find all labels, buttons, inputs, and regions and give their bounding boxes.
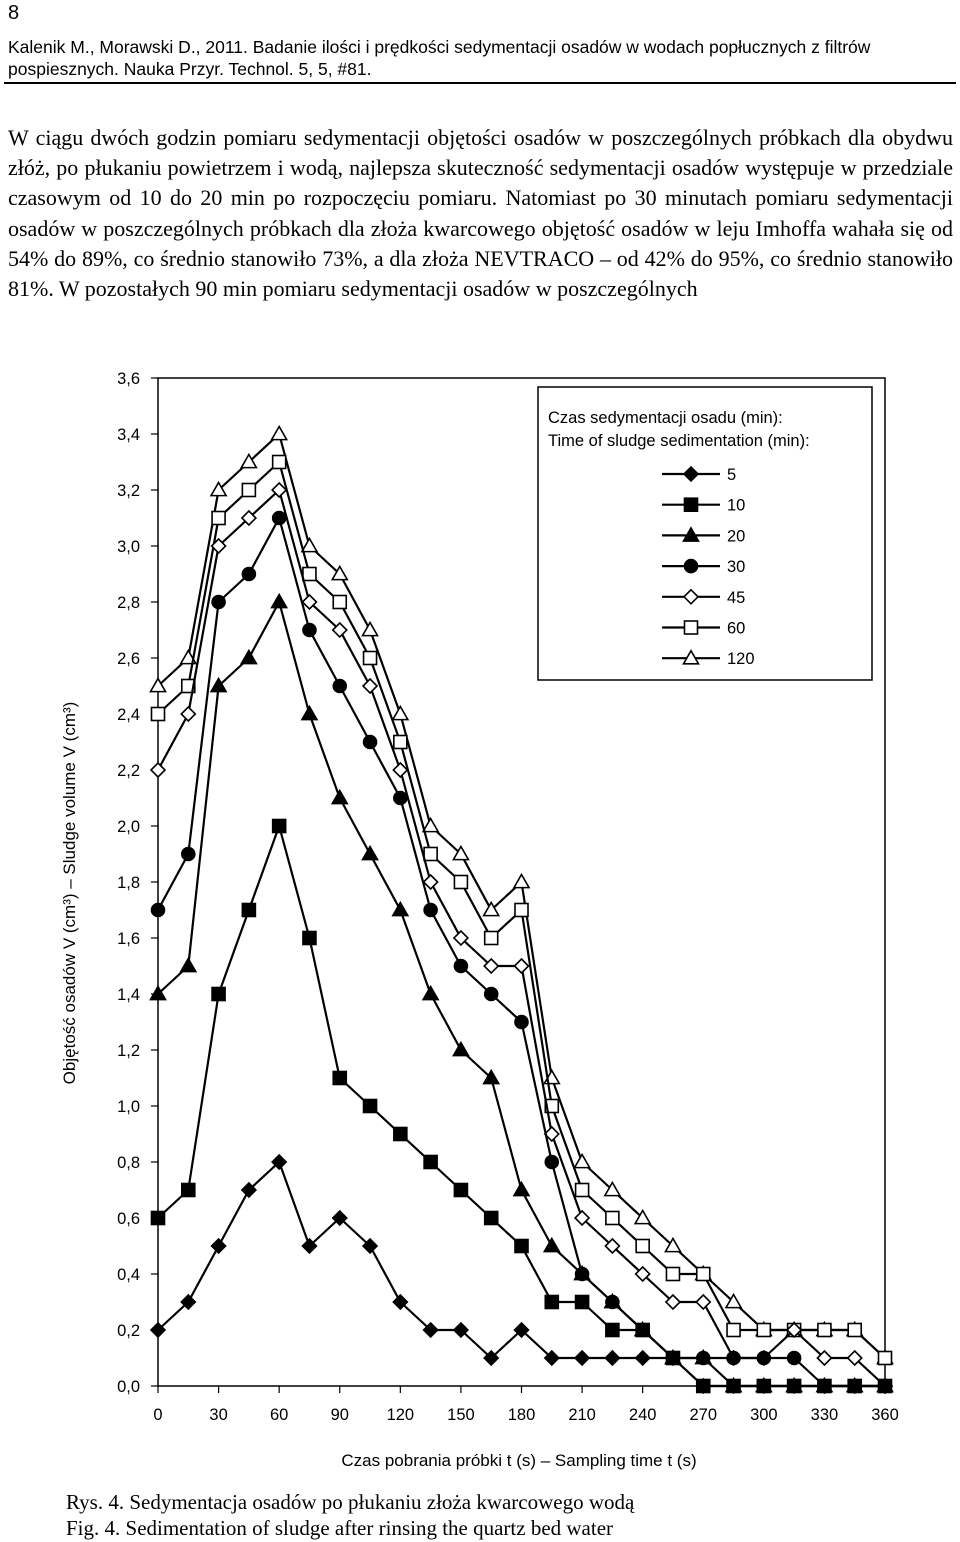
data-point [241,651,256,664]
data-point [212,1239,226,1253]
data-point [545,1296,558,1309]
data-point [332,791,347,804]
data-point [575,1351,589,1365]
data-point [544,1239,559,1252]
data-point [333,680,346,693]
data-point [424,1156,437,1169]
legend-label: 120 [727,650,755,669]
data-point [424,904,437,917]
y-tick-label: 0,4 [117,1266,140,1284]
data-point [576,1296,589,1309]
data-point [696,1295,710,1309]
data-point [545,1156,558,1169]
x-tick-label: 180 [507,1406,536,1424]
legend-marker [685,621,698,634]
y-tick-label: 1,4 [117,986,140,1004]
data-point [181,959,196,972]
data-point [333,1072,346,1085]
paragraph-text: W ciągu dwóch godzin pomiaru sedymentacji objętości osadów w poszczególnych próbkach dla obydwu złóż, po płukaniu powietrzem i wodą, najlepsza skuteczność sedymentacji osadów występuje w przedziale czasowym od 10 do 20 min po rozpoczęciu pomiaru. Natomiast po 30 minutach pomiaru sedymentacji osadów w poszczególnych próbkach dla złoża kwarcowego objętość osadów w leju Imhoffa wahała się od 54% do 89%, co średnio stanowiło 73%, a dla złoża NEVTRACO – od 42% do 95%, co średnio stanowiło 81%. W pozostałych 90 min pomiaru sedymentacji osadów w poszczególnych [8,125,953,302]
y-tick-label: 2,4 [117,706,140,724]
y-tick-label: 3,0 [117,538,140,556]
legend-marker [685,560,698,573]
data-point [394,792,407,805]
data-point [151,763,165,777]
data-point [333,596,346,609]
data-point [393,903,408,916]
data-point [697,1268,710,1281]
data-point [242,904,255,917]
citation-header: Kalenik M., Morawski D., 2011. Badanie ilości i prędkości sedymentacji osadów w wodach popłucznych z filtrów pospiesznych. Nauka Przyr. Technol. 5, 5, #81. [8,37,871,79]
x-axis-label: Czas pobrania próbki t (s) – Sampling time t (s) [341,1451,697,1470]
x-tick-label: 120 [386,1406,415,1424]
data-point [363,679,377,693]
data-point [636,1324,649,1337]
figure-caption-en: Fig. 4. Sedimentation of sludge after rinsing the quartz bed water [66,1516,614,1540]
data-point [273,456,286,469]
data-point [454,960,467,973]
data-point [423,987,438,1000]
data-point [575,1155,590,1168]
y-tick-label: 0,6 [117,1210,140,1228]
data-point [273,820,286,833]
data-point [212,988,225,1001]
data-point [364,652,377,665]
legend-label: 45 [727,588,746,607]
data-point [363,623,378,636]
legend-title-en: Time of sludge sedimentation (min): [548,432,810,450]
data-point [182,1184,195,1197]
data-point [182,848,195,861]
data-point [302,539,317,552]
data-point [514,1183,529,1196]
figure-caption-pl: Rys. 4. Sedymentacja osadów po płukaniu złoża kwarcowego wodą [66,1490,635,1514]
page-number: 8 [8,2,20,24]
legend-label: 20 [727,527,746,546]
x-tick-label: 330 [810,1406,839,1424]
data-point [514,875,529,888]
x-tick-label: 360 [871,1406,899,1424]
body-paragraph [8,123,953,304]
data-point [303,932,316,945]
data-point [303,568,316,581]
y-tick-label: 0,2 [117,1322,140,1340]
data-point [364,736,377,749]
data-point [454,876,467,889]
data-point [485,932,498,945]
data-point [757,1352,770,1365]
data-point [515,904,528,917]
data-point [242,568,255,581]
y-tick-label: 1,8 [117,874,140,892]
data-point [181,707,195,721]
data-point [212,596,225,609]
legend-label: 10 [727,496,746,515]
data-point [727,1324,740,1337]
data-point [576,1184,589,1197]
data-point [152,1212,165,1225]
series-line [158,602,885,1386]
data-point [242,484,255,497]
data-point [606,1324,619,1337]
data-point [424,848,437,861]
y-tick-label: 0,0 [117,1378,140,1396]
y-tick-label: 2,2 [117,762,140,780]
data-point [363,847,378,860]
legend-label: 5 [727,466,737,484]
x-tick-label: 90 [330,1406,349,1424]
data-point [848,1324,861,1337]
x-tick-label: 300 [750,1406,778,1424]
data-point [605,1351,619,1365]
data-point [272,595,287,608]
x-tick-label: 30 [209,1406,228,1424]
data-point [302,707,317,720]
y-tick-label: 2,0 [117,818,140,836]
y-axis-label: Objętość osadów V (cm³) – Sludge volume V (cm³) [60,701,79,1085]
data-point [212,512,225,525]
legend-label: 60 [727,619,746,638]
y-tick-label: 2,8 [117,594,140,612]
x-tick-label: 0 [153,1406,163,1424]
data-point [818,1324,831,1337]
y-tick-label: 1,6 [117,930,140,948]
data-point [272,427,287,440]
sedimentation-chart [0,360,960,1480]
legend-marker [685,498,698,511]
y-tick-label: 1,0 [117,1098,140,1116]
data-point [152,708,165,721]
data-point [393,763,407,777]
data-point [515,1240,528,1253]
legend-box [538,387,872,680]
y-tick-label: 1,2 [117,1042,140,1060]
data-point [788,1352,801,1365]
legend-label: 30 [727,558,746,577]
data-point [636,1240,649,1253]
data-point [394,736,407,749]
data-point [303,624,316,637]
legend-title-pl: Czas sedymentacji osadu (min): [548,409,783,427]
y-tick-label: 3,4 [117,426,140,444]
data-point [606,1212,619,1225]
x-tick-label: 210 [568,1406,596,1424]
data-point [364,1100,377,1113]
data-point [273,512,286,525]
data-point [666,1268,679,1281]
data-point [393,707,408,720]
header-divider [4,82,956,84]
y-tick-label: 2,6 [117,650,140,668]
x-tick-label: 270 [689,1406,718,1424]
data-point [515,959,529,973]
data-point [394,1128,407,1141]
data-point [453,1043,468,1056]
data-point [424,875,438,889]
data-point [879,1352,892,1365]
legend [538,387,872,680]
data-point [485,988,498,1001]
data-point [757,1324,770,1337]
data-point [727,1352,740,1365]
y-tick-label: 3,6 [117,370,140,388]
y-tick-label: 0,8 [117,1154,140,1172]
data-point [454,1184,467,1197]
data-point [485,1212,498,1225]
y-axis-ticks [117,370,158,1396]
x-tick-label: 60 [269,1406,289,1424]
data-point [636,1351,650,1365]
data-point [515,1016,528,1029]
data-point [152,904,165,917]
x-tick-label: 150 [447,1406,475,1424]
series-20 [151,595,893,1392]
y-tick-label: 3,2 [117,482,140,500]
x-tick-label: 240 [628,1406,657,1424]
data-point [423,819,438,832]
